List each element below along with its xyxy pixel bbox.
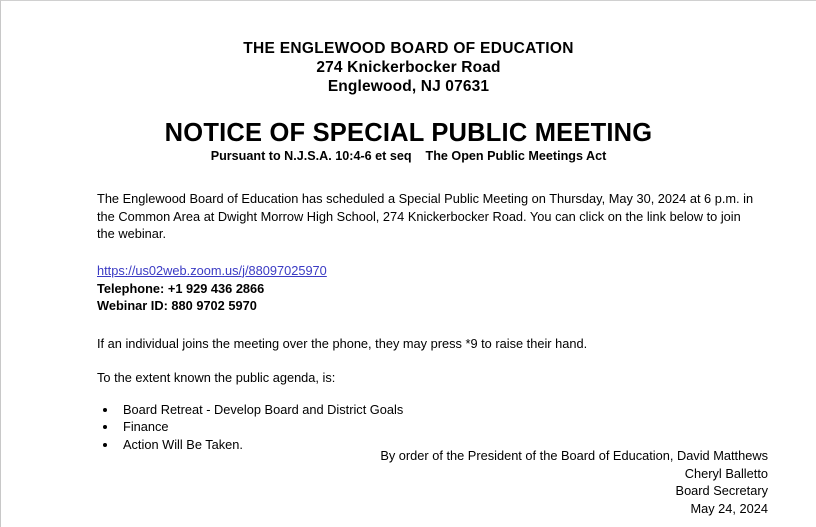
notice-title: NOTICE OF SPECIAL PUBLIC MEETING: [164, 119, 653, 147]
webinar-id-line: Webinar ID: 880 9702 5970: [97, 297, 257, 313]
agenda-intro: To the extent known the public agenda, is:: [97, 370, 336, 385]
signature-role: Board Secretary: [675, 483, 768, 498]
agenda-list: [97, 401, 754, 454]
agenda-item-label: Action Will Be Taken.: [123, 436, 243, 452]
signature-name: Cheryl Balletto: [684, 465, 768, 481]
agenda-item-label: Board Retreat - Develop Board and District Goals: [123, 401, 404, 417]
agenda-item-label: Finance: [123, 419, 169, 434]
signature-by-order: By order of the President of the Board of Education, David Matthews: [380, 448, 768, 463]
notice-heading-block: [1, 119, 816, 164]
letterhead-street-address: 274 Knickerbocker Road: [316, 59, 501, 76]
telephone-line: Telephone: +1 929 436 2866: [97, 280, 265, 296]
signature-block: [380, 447, 768, 517]
list-item: [97, 401, 754, 419]
raise-hand-note: If an individual joins the meeting over the phone, they may press *9 to raise their hand.: [97, 335, 588, 351]
notice-statutory-subtitle: Pursuant to N.J.S.A. 10:4-6 et seq The Open Public Meetings Act: [210, 149, 607, 163]
letterhead-organization: THE ENGLEWOOD BOARD OF EDUCATION: [243, 40, 574, 57]
signature-date: May 24, 2024: [690, 500, 768, 516]
letterhead: [1, 1, 816, 96]
list-item: [97, 418, 754, 436]
document-body: [97, 190, 754, 453]
zoom-meeting-link[interactable]: https://us02web.zoom.us/j/88097025970: [97, 262, 327, 278]
meeting-intro-paragraph: The Englewood Board of Education has scheduled a Special Public Meeting on Thursday, May 30, 2024 at 6 p.m. in the Common Area at Dwight Morrow High School, 274 Knickerbocker Road. You can click on the link below to join the webinar.: [97, 191, 754, 241]
webinar-contact-block: [97, 262, 754, 314]
letterhead-city-state-zip: Englewood, NJ 07631: [327, 78, 490, 95]
